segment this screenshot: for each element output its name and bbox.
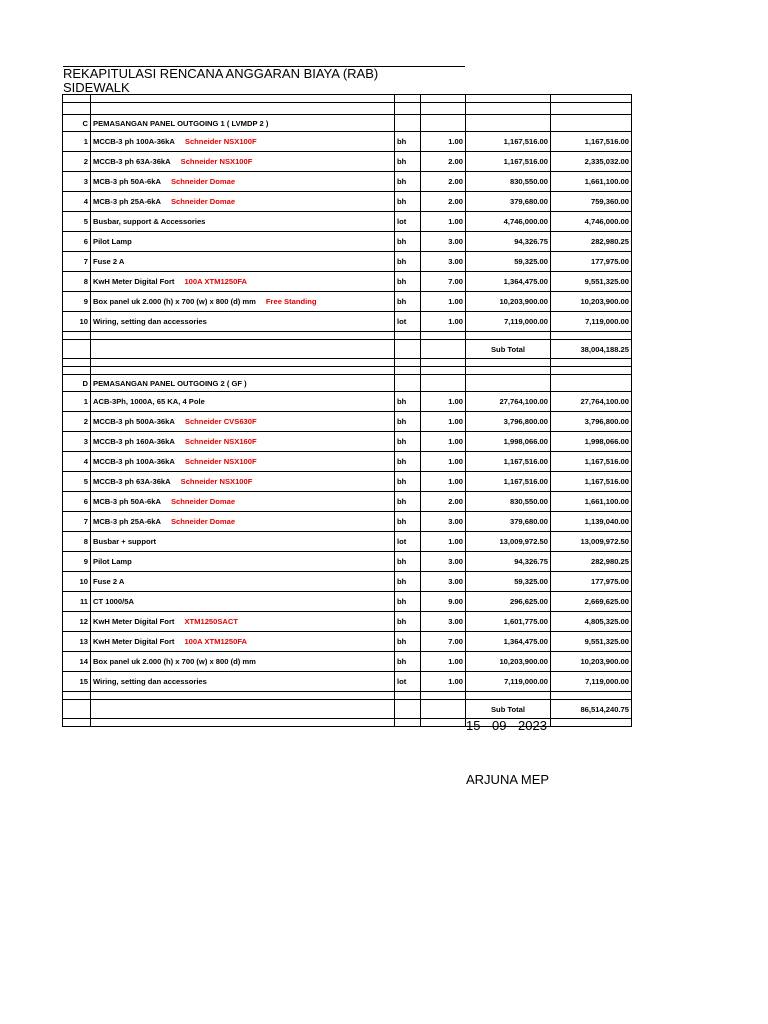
subtotal-value: 38,004,188.25 <box>551 340 632 359</box>
item-description <box>91 432 395 452</box>
title-line-1: REKAPITULASI RENCANA ANGGARAN BIAYA (RAB) <box>63 66 379 81</box>
subtotal-value: 86,514,240.75 <box>551 700 632 719</box>
item-unit: bh <box>395 132 421 152</box>
empty-cell <box>421 700 466 719</box>
empty-cell <box>421 719 466 727</box>
empty-cell <box>421 367 466 375</box>
empty-cell <box>91 103 395 115</box>
item-number: 4 <box>63 452 91 472</box>
item-quantity: 2.00 <box>421 152 466 172</box>
item-unit-price: 1,364,475.00 <box>466 632 551 652</box>
item-description-text: Pilot Lamp <box>93 237 132 246</box>
item-unit: bh <box>395 452 421 472</box>
empty-cell <box>421 375 466 392</box>
empty-cell <box>395 719 421 727</box>
item-description <box>91 312 395 332</box>
empty-cell <box>551 359 632 367</box>
item-unit-price: 3,796,800.00 <box>466 412 551 432</box>
item-unit-price: 94,326.75 <box>466 552 551 572</box>
item-quantity: 3.00 <box>421 612 466 632</box>
table-row <box>63 532 632 552</box>
item-unit: bh <box>395 152 421 172</box>
item-description <box>91 392 395 412</box>
empty-cell <box>63 359 91 367</box>
item-quantity: 3.00 <box>421 552 466 572</box>
item-brand: Schneider NSX160F <box>184 437 257 446</box>
item-total-price: 177,975.00 <box>551 252 632 272</box>
empty-cell <box>466 359 551 367</box>
item-brand: XTM1250SACT <box>184 617 239 626</box>
item-number: 6 <box>63 492 91 512</box>
item-total-price: 10,203,900.00 <box>551 292 632 312</box>
empty-cell <box>551 367 632 375</box>
empty-cell <box>395 340 421 359</box>
item-quantity: 1.00 <box>421 292 466 312</box>
item-total-price: 13,009,972.50 <box>551 532 632 552</box>
section-heading: PEMASANGAN PANEL OUTGOING 2 ( GF ) <box>91 375 395 392</box>
item-description-text: MCB-3 ph 50A-6kA <box>93 497 161 506</box>
spacer-row <box>63 692 632 700</box>
empty-cell <box>551 719 632 727</box>
empty-cell <box>91 332 395 340</box>
table-row <box>63 152 632 172</box>
item-total-price: 4,746,000.00 <box>551 212 632 232</box>
item-quantity: 1.00 <box>421 312 466 332</box>
empty-cell <box>63 332 91 340</box>
item-quantity: 1.00 <box>421 432 466 452</box>
empty-cell <box>551 115 632 132</box>
item-quantity: 2.00 <box>421 172 466 192</box>
item-description <box>91 192 395 212</box>
table-row <box>63 432 632 452</box>
item-unit: bh <box>395 392 421 412</box>
item-unit: bh <box>395 432 421 452</box>
empty-cell <box>63 367 91 375</box>
empty-cell <box>395 95 421 103</box>
item-unit-price: 1,167,516.00 <box>466 132 551 152</box>
item-unit: bh <box>395 252 421 272</box>
section-heading: PEMASANGAN PANEL OUTGOING 1 ( LVMDP 2 ) <box>91 115 395 132</box>
empty-cell <box>421 332 466 340</box>
empty-cell <box>466 332 551 340</box>
item-quantity: 3.00 <box>421 252 466 272</box>
section-heading-row <box>63 115 632 132</box>
item-description <box>91 612 395 632</box>
item-brand: Schneider NSX100F <box>180 157 253 166</box>
item-unit-price: 379,680.00 <box>466 512 551 532</box>
item-unit-price: 13,009,972.50 <box>466 532 551 552</box>
item-brand: Schneider Domae <box>170 197 236 206</box>
empty-cell <box>395 115 421 132</box>
item-unit-price: 1,364,475.00 <box>466 272 551 292</box>
empty-cell <box>421 103 466 115</box>
item-description <box>91 672 395 692</box>
item-quantity: 1.00 <box>421 532 466 552</box>
item-total-price: 759,360.00 <box>551 192 632 212</box>
table-row <box>63 452 632 472</box>
item-description <box>91 272 395 292</box>
item-unit: bh <box>395 632 421 652</box>
item-description-text: MCCB-3 ph 63A-36kA <box>93 157 171 166</box>
table-row <box>63 632 632 652</box>
table-row <box>63 272 632 292</box>
item-unit-price: 1,601,775.00 <box>466 612 551 632</box>
item-description-text: ACB-3Ph, 1000A, 65 KA, 4 Pole <box>93 397 205 406</box>
empty-cell <box>421 340 466 359</box>
rab-table-body <box>63 95 632 727</box>
item-description-text: Box panel uk 2.000 (h) x 700 (w) x 800 (d) mm <box>93 657 256 666</box>
empty-cell <box>466 692 551 700</box>
section-code: D <box>63 375 91 392</box>
item-quantity: 3.00 <box>421 232 466 252</box>
table-row <box>63 132 632 152</box>
item-quantity: 7.00 <box>421 272 466 292</box>
item-description <box>91 152 395 172</box>
item-number: 13 <box>63 632 91 652</box>
item-quantity: 2.00 <box>421 492 466 512</box>
item-unit-price: 27,764,100.00 <box>466 392 551 412</box>
table-row <box>63 412 632 432</box>
item-total-price: 4,805,325.00 <box>551 612 632 632</box>
item-quantity: 3.00 <box>421 512 466 532</box>
empty-cell <box>91 367 395 375</box>
header-spacer-row <box>63 103 632 115</box>
item-quantity: 1.00 <box>421 132 466 152</box>
table-row <box>63 312 632 332</box>
item-unit: lot <box>395 212 421 232</box>
item-quantity: 7.00 <box>421 632 466 652</box>
item-description <box>91 132 395 152</box>
item-unit: lot <box>395 312 421 332</box>
item-description <box>91 592 395 612</box>
item-description <box>91 492 395 512</box>
item-number: 5 <box>63 212 91 232</box>
item-brand: 100A XTM1250FA <box>184 637 248 646</box>
item-total-price: 1,167,516.00 <box>551 132 632 152</box>
document-date: 15 - 09 - 2023 <box>466 718 547 733</box>
item-unit: bh <box>395 172 421 192</box>
item-unit-price: 379,680.00 <box>466 192 551 212</box>
table-row <box>63 492 632 512</box>
item-total-price: 27,764,100.00 <box>551 392 632 412</box>
spacer-row <box>63 359 632 367</box>
item-number: 7 <box>63 512 91 532</box>
item-unit: bh <box>395 292 421 312</box>
empty-cell <box>421 359 466 367</box>
item-number: 5 <box>63 472 91 492</box>
item-number: 1 <box>63 392 91 412</box>
item-description <box>91 512 395 532</box>
subtotal-label: Sub Total <box>466 340 551 359</box>
item-total-price: 7,119,000.00 <box>551 312 632 332</box>
item-total-price: 282,980.25 <box>551 232 632 252</box>
item-number: 3 <box>63 432 91 452</box>
document-title <box>63 66 465 94</box>
item-unit-price: 296,625.00 <box>466 592 551 612</box>
item-number: 9 <box>63 292 91 312</box>
item-description <box>91 232 395 252</box>
item-unit-price: 94,326.75 <box>466 232 551 252</box>
empty-cell <box>421 95 466 103</box>
item-unit: bh <box>395 552 421 572</box>
item-description-text: KwH Meter Digital Fort <box>93 277 175 286</box>
empty-cell <box>395 692 421 700</box>
item-number: 10 <box>63 312 91 332</box>
item-total-price: 10,203,900.00 <box>551 652 632 672</box>
item-unit: bh <box>395 572 421 592</box>
title-line-2: SIDEWALK <box>63 80 130 95</box>
item-description <box>91 632 395 652</box>
table-row <box>63 572 632 592</box>
item-description <box>91 572 395 592</box>
empty-cell <box>421 692 466 700</box>
empty-cell <box>91 700 395 719</box>
spacer-row <box>63 332 632 340</box>
item-quantity: 1.00 <box>421 652 466 672</box>
item-quantity: 1.00 <box>421 412 466 432</box>
item-total-price: 177,975.00 <box>551 572 632 592</box>
table-row <box>63 612 632 632</box>
item-total-price: 1,167,516.00 <box>551 472 632 492</box>
table-row <box>63 172 632 192</box>
item-description <box>91 532 395 552</box>
item-number: 2 <box>63 152 91 172</box>
item-description-text: Pilot Lamp <box>93 557 132 566</box>
item-number: 12 <box>63 612 91 632</box>
item-description-text: MCB-3 ph 25A-6kA <box>93 197 161 206</box>
section-heading-row <box>63 375 632 392</box>
empty-cell <box>395 359 421 367</box>
table-row <box>63 512 632 532</box>
empty-cell <box>395 103 421 115</box>
item-description <box>91 292 395 312</box>
empty-cell <box>63 103 91 115</box>
subtotal-row <box>63 340 632 359</box>
item-description <box>91 412 395 432</box>
header-spacer-row <box>63 95 632 103</box>
item-description <box>91 252 395 272</box>
item-brand: Schneider CVS630F <box>184 417 257 426</box>
item-description-text: Fuse 2 A <box>93 577 125 586</box>
empty-cell <box>421 115 466 132</box>
empty-cell <box>63 692 91 700</box>
table-row <box>63 292 632 312</box>
item-number: 10 <box>63 572 91 592</box>
item-total-price: 1,661,100.00 <box>551 172 632 192</box>
empty-cell <box>466 367 551 375</box>
item-quantity: 1.00 <box>421 472 466 492</box>
item-description-text: CT 1000/5A <box>93 597 134 606</box>
item-total-price: 2,335,032.00 <box>551 152 632 172</box>
item-description <box>91 212 395 232</box>
item-unit: bh <box>395 652 421 672</box>
item-number: 3 <box>63 172 91 192</box>
item-unit-price: 830,550.00 <box>466 492 551 512</box>
item-unit-price: 4,746,000.00 <box>466 212 551 232</box>
item-unit: bh <box>395 412 421 432</box>
item-description-text: Box panel uk 2.000 (h) x 700 (w) x 800 (d) mm <box>93 297 256 306</box>
item-description-text: MCCB-3 ph 500A-36kA <box>93 417 175 426</box>
empty-cell <box>466 103 551 115</box>
item-unit: bh <box>395 232 421 252</box>
table-row <box>63 672 632 692</box>
item-quantity: 1.00 <box>421 672 466 692</box>
item-description-text: MCB-3 ph 25A-6kA <box>93 517 161 526</box>
empty-cell <box>466 375 551 392</box>
item-unit: lot <box>395 672 421 692</box>
item-description-text: MCCB-3 ph 100A-36kA <box>93 137 175 146</box>
item-brand: Schneider Domae <box>170 497 236 506</box>
empty-cell <box>551 332 632 340</box>
table-row <box>63 652 632 672</box>
item-description-text: Fuse 2 A <box>93 257 125 266</box>
item-unit-price: 1,167,516.00 <box>466 472 551 492</box>
item-unit-price: 1,167,516.00 <box>466 152 551 172</box>
item-description <box>91 552 395 572</box>
item-description-text: MCB-3 ph 50A-6kA <box>93 177 161 186</box>
item-total-price: 1,139,040.00 <box>551 512 632 532</box>
item-unit: bh <box>395 612 421 632</box>
item-quantity: 1.00 <box>421 452 466 472</box>
spacer-row <box>63 367 632 375</box>
item-total-price: 1,661,100.00 <box>551 492 632 512</box>
item-brand: Schneider Domae <box>170 177 236 186</box>
item-total-price: 1,167,516.00 <box>551 452 632 472</box>
empty-cell <box>466 115 551 132</box>
empty-cell <box>91 719 395 727</box>
item-unit: lot <box>395 532 421 552</box>
item-unit-price: 1,998,066.00 <box>466 432 551 452</box>
empty-cell <box>551 95 632 103</box>
item-unit-price: 10,203,900.00 <box>466 292 551 312</box>
item-unit: bh <box>395 192 421 212</box>
section-code: C <box>63 115 91 132</box>
empty-cell <box>551 692 632 700</box>
empty-cell <box>91 359 395 367</box>
item-total-price: 282,980.25 <box>551 552 632 572</box>
item-quantity: 1.00 <box>421 392 466 412</box>
item-number: 7 <box>63 252 91 272</box>
table-row <box>63 472 632 492</box>
subtotal-label: Sub Total <box>466 700 551 719</box>
item-description-text: KwH Meter Digital Fort <box>93 617 175 626</box>
item-total-price: 1,998,066.00 <box>551 432 632 452</box>
item-unit: bh <box>395 592 421 612</box>
item-description-text: MCCB-3 ph 100A-36kA <box>93 457 175 466</box>
table-row <box>63 232 632 252</box>
item-number: 9 <box>63 552 91 572</box>
empty-cell <box>466 95 551 103</box>
item-quantity: 9.00 <box>421 592 466 612</box>
subtotal-row <box>63 700 632 719</box>
item-total-price: 9,551,325.00 <box>551 632 632 652</box>
item-number: 2 <box>63 412 91 432</box>
item-unit-price: 830,550.00 <box>466 172 551 192</box>
item-quantity: 1.00 <box>421 212 466 232</box>
item-description-text: MCCB-3 ph 160A-36kA <box>93 437 175 446</box>
empty-cell <box>395 367 421 375</box>
empty-cell <box>63 95 91 103</box>
item-description <box>91 452 395 472</box>
item-description-text: KwH Meter Digital Fort <box>93 637 175 646</box>
item-unit-price: 59,325.00 <box>466 572 551 592</box>
empty-cell <box>63 719 91 727</box>
item-description <box>91 172 395 192</box>
item-total-price: 9,551,325.00 <box>551 272 632 292</box>
empty-cell <box>63 700 91 719</box>
item-total-price: 3,796,800.00 <box>551 412 632 432</box>
table-row <box>63 552 632 572</box>
item-number: 8 <box>63 532 91 552</box>
empty-cell <box>395 332 421 340</box>
item-description-text: Busbar, support & Accessories <box>93 217 206 226</box>
item-brand: Schneider NSX100F <box>184 137 257 146</box>
item-total-price: 2,669,625.00 <box>551 592 632 612</box>
item-brand: 100A XTM1250FA <box>184 277 248 286</box>
item-description <box>91 652 395 672</box>
item-brand: Schneider NSX100F <box>180 477 253 486</box>
item-unit-price: 7,119,000.00 <box>466 312 551 332</box>
item-unit-price: 10,203,900.00 <box>466 652 551 672</box>
table-row <box>63 392 632 412</box>
item-unit-price: 7,119,000.00 <box>466 672 551 692</box>
item-quantity: 3.00 <box>421 572 466 592</box>
item-unit: bh <box>395 492 421 512</box>
item-quantity: 2.00 <box>421 192 466 212</box>
item-total-price: 7,119,000.00 <box>551 672 632 692</box>
item-description <box>91 472 395 492</box>
item-unit: bh <box>395 512 421 532</box>
empty-cell <box>551 375 632 392</box>
item-number: 4 <box>63 192 91 212</box>
empty-cell <box>91 95 395 103</box>
item-description-text: Wiring, setting dan accessories <box>93 677 207 686</box>
item-unit: bh <box>395 472 421 492</box>
item-number: 15 <box>63 672 91 692</box>
item-number: 1 <box>63 132 91 152</box>
signatory-name: ARJUNA MEP <box>466 772 550 787</box>
item-brand: Schneider NSX100F <box>184 457 257 466</box>
empty-cell <box>395 700 421 719</box>
item-brand: Schneider Domae <box>170 517 236 526</box>
item-unit: bh <box>395 272 421 292</box>
table-row <box>63 592 632 612</box>
item-description-text: Busbar + support <box>93 537 157 546</box>
rab-table <box>62 94 632 727</box>
item-number: 6 <box>63 232 91 252</box>
table-row <box>63 252 632 272</box>
item-unit-price: 1,167,516.00 <box>466 452 551 472</box>
table-row <box>63 212 632 232</box>
empty-cell <box>91 692 395 700</box>
table-row <box>63 192 632 212</box>
item-description-text: MCCB-3 ph 63A-36kA <box>93 477 171 486</box>
item-number: 14 <box>63 652 91 672</box>
empty-cell <box>551 103 632 115</box>
item-description-text: Wiring, setting dan accessories <box>93 317 207 326</box>
empty-cell <box>395 375 421 392</box>
item-brand: Free Standing <box>265 297 317 306</box>
item-number: 8 <box>63 272 91 292</box>
empty-cell <box>91 340 395 359</box>
item-unit-price: 59,325.00 <box>466 252 551 272</box>
empty-cell <box>63 340 91 359</box>
item-number: 11 <box>63 592 91 612</box>
